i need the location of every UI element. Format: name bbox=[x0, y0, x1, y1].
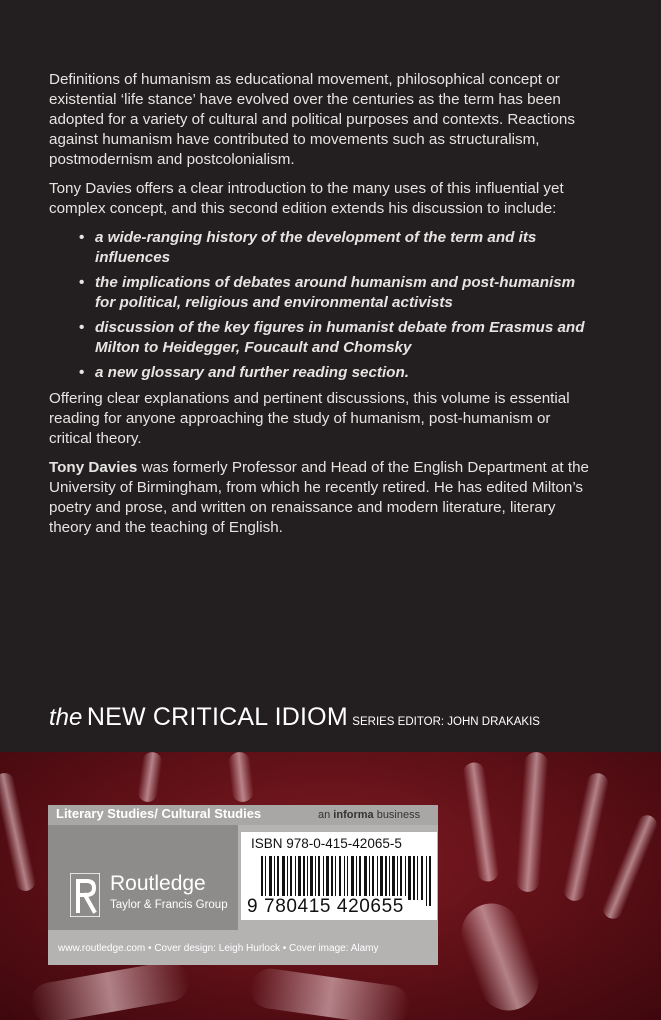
author-name: Tony Davies bbox=[49, 459, 138, 476]
feature-list bbox=[49, 228, 594, 383]
finger-bone bbox=[462, 761, 500, 883]
informa-tagline bbox=[318, 809, 420, 821]
publisher-name: Routledge bbox=[110, 872, 206, 895]
finger-bone bbox=[562, 771, 611, 903]
blurb-paragraph-2: Tony Davies offers a clear introduction to the many uses of this influential yet complex concept, and this second edition extends his discussion to include: bbox=[49, 180, 564, 217]
publisher-group: Taylor & Francis Group bbox=[110, 899, 228, 911]
series-title bbox=[49, 703, 540, 732]
feature-item: • the implications of debates around humanism and post-humanism for political, religious and environmental activists bbox=[95, 273, 594, 313]
finger-bone bbox=[137, 752, 164, 803]
series-name: NEW CRITICAL IDIOM bbox=[86, 703, 348, 731]
hand-bone bbox=[453, 895, 547, 1019]
finger-bone bbox=[0, 771, 37, 893]
barcode-box bbox=[241, 832, 437, 920]
barcode-number: 9 780415 420655 bbox=[247, 896, 404, 917]
series-the: the bbox=[49, 704, 83, 731]
informa-prefix: an bbox=[318, 809, 334, 821]
blurb bbox=[49, 70, 594, 547]
feature-item: • discussion of the key figures in humanist debate from Erasmus and Milton to Heidegger, Foucault and Chomsky bbox=[95, 318, 594, 358]
blurb-paragraph-3: Offering clear explanations and pertinent discussions, this volume is essential reading for anyone approaching the study of humanism, post-humanism or critical theory. bbox=[49, 390, 570, 447]
publisher-panel bbox=[48, 805, 438, 965]
author-bio bbox=[49, 458, 594, 538]
finger-bone bbox=[515, 752, 549, 893]
author-bio-text: was formerly Professor and Head of the English Department at the University of Birmingham, from which he recently retired. He has edited Milton’s poetry and prose, and written on renaissance and modern literature, literary theory and the teaching of English. bbox=[49, 459, 589, 536]
feature-item: • a wide-ranging history of the development of the term and its influences bbox=[95, 228, 594, 268]
finger-bone bbox=[600, 812, 660, 921]
informa-brand: informa bbox=[333, 809, 374, 821]
series-editor: SERIES EDITOR: JOHN DRAKAKIS bbox=[352, 716, 540, 728]
hand-bone bbox=[248, 966, 412, 1020]
routledge-logo-icon bbox=[70, 873, 100, 917]
publisher-logo-box bbox=[48, 825, 238, 930]
informa-suffix: business bbox=[373, 809, 421, 821]
hand-bone bbox=[28, 958, 193, 1020]
subject-category: Literary Studies/ Cultural Studies bbox=[56, 806, 262, 821]
feature-item: • a new glossary and further reading section. bbox=[95, 363, 594, 383]
credits-footer: www.routledge.com • Cover design: Leigh Hurlock • Cover image: Alamy bbox=[58, 943, 379, 954]
isbn-number: ISBN 978-0-415-42065-5 bbox=[251, 836, 402, 851]
finger-bone bbox=[227, 752, 254, 803]
panel-header bbox=[48, 805, 438, 825]
blurb-paragraph-1: Definitions of humanism as educational movement, philosophical concept or existential ‘life stance’ have evolved over the centuries as the term has been adopted for a variety of cultural and political purposes and contexts. Reactions against humanism have contributed to movements such as structuralism, postmodernism and postcolonialism. bbox=[49, 71, 575, 168]
